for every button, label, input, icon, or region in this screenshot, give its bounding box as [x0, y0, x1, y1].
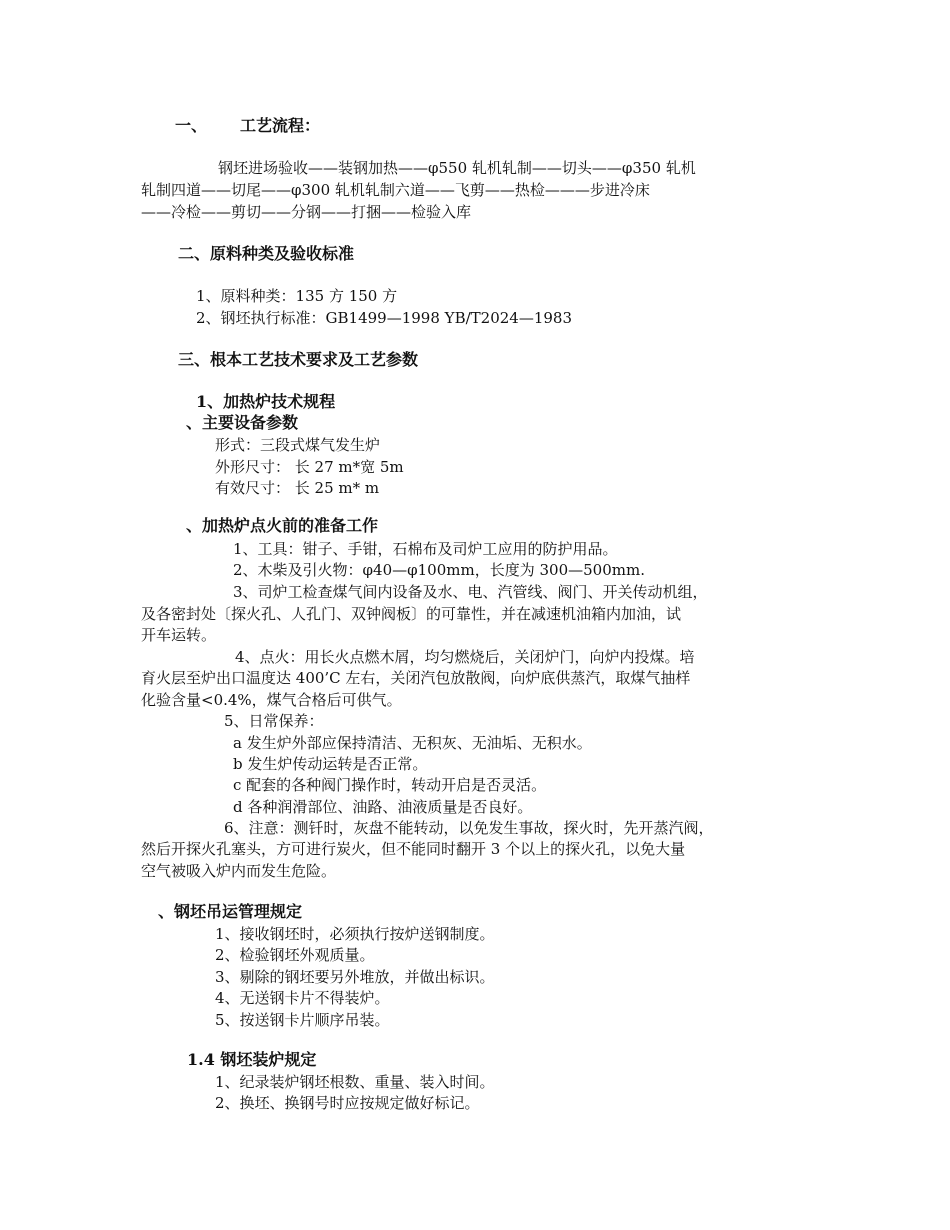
load-line-1: 1、纪录装炉钢坯根数、重量、装入时间。 — [215, 1073, 495, 1091]
prep-line-5: 开车运转。 — [141, 626, 217, 644]
flow-line-3: ——冷检——剪切——分钢——打捆——检验入库 — [141, 203, 472, 221]
hoist-line-5: 5、按送钢卡片顺序吊装。 — [215, 1011, 390, 1029]
prep-line-10: a 发生炉外部应保持清洁、无积灰、无油垢、无积水。 — [233, 734, 592, 752]
billet-hoisting-title: 、钢坯吊运管理规定 — [158, 902, 303, 921]
hoist-line-2: 2、检验钢坯外观质量。 — [215, 946, 375, 964]
prep-line-9: 5、日常保养： — [224, 712, 324, 730]
hoist-line-3: 3、剔除的钢坯要另外堆放，并做出标识。 — [215, 968, 495, 986]
flow-line-1: 钢坯进场验收——装钢加热——φ550 轧机轧制——切头——φ350 轧机 — [218, 159, 696, 177]
prep-line-3: 3、司炉工检查煤气间内设备及水、电、汽管线、阀门、开关传动机组， — [233, 583, 708, 601]
ignition-prep-title: 、加热炉点火前的准备工作 — [186, 516, 379, 535]
material-item-2: 2、钢坯执行标准：GB1499—1998 YB/T2024—1983 — [196, 309, 572, 327]
equipment-params-title: 、主要设备参数 — [186, 413, 299, 432]
prep-line-4: 及各密封处〔探火孔、人孔门、双钟阀板〕的可靠性，并在减速机油箱内加油，试 — [141, 605, 682, 623]
equipment-line-1: 形式：三段式煤气发生炉 — [215, 436, 381, 454]
prep-line-7: 育火层至炉出口温度达 400’C 左右，关闭汽包放散阀，向炉底供蒸汽，取煤气抽样 — [141, 669, 691, 687]
hoist-line-1: 1、接收钢坯时，必须执行按炉送钢制度。 — [215, 925, 495, 943]
section1-title: 工艺流程： — [240, 116, 321, 135]
prep-line-6: 4、点火：用长火点燃木屑，均匀燃烧后，关闭炉门，向炉内投煤。培 — [235, 648, 695, 666]
material-item-1: 1、原料种类：135 方 150 方 — [196, 287, 398, 305]
prep-line-13: d 各种润滑部位、油路、油液质量是否良好。 — [233, 798, 533, 816]
prep-line-2: 2、木柴及引火物：φ40—φ100mm，长度为 300—500mm. — [233, 561, 645, 579]
heating-furnace-title: 1、加热炉技术规程 — [196, 392, 336, 411]
prep-line-8: 化验含量<0.4%，煤气合格后可供气。 — [141, 691, 402, 709]
flow-line-2: 轧制四道——切尾——φ300 轧机轧制六道——飞剪——热检———步进冷床 — [141, 181, 650, 199]
section1-number: 一、 — [175, 116, 208, 135]
hoist-line-4: 4、无送钢卡片不得装炉。 — [215, 989, 390, 1007]
prep-line-11: b 发生炉传动运转是否正常。 — [233, 755, 428, 773]
section2-title: 二、原料种类及验收标准 — [178, 244, 355, 263]
load-line-2: 2、换坯、换钢号时应按规定做好标记。 — [215, 1094, 480, 1112]
equipment-line-2: 外形尺寸： 长 27 m*宽 5m — [215, 458, 404, 476]
prep-line-12: c 配套的各种阀门操作时，转动开启是否灵活。 — [233, 776, 547, 794]
section3-title: 三、根本工艺技术要求及工艺参数 — [178, 350, 419, 369]
prep-line-15: 然后开探火孔塞头，方可进行炭火，但不能同时翻开 3 个以上的探火孔，以免大量 — [141, 840, 686, 858]
prep-line-16: 空气被吸入炉内而发生危险。 — [141, 862, 337, 880]
prep-line-1: 1、工具：钳子、手钳，石棉布及司炉工应用的防护用品。 — [233, 540, 618, 558]
equipment-line-3: 有效尺寸： 长 25 m* m — [215, 479, 380, 497]
prep-line-14: 6、注意：测钎时，灰盘不能转动，以免发生事故，探火时，先开蒸汽阀， — [224, 819, 714, 837]
billet-loading-title: 1.4 钢坯装炉规定 — [187, 1050, 317, 1069]
